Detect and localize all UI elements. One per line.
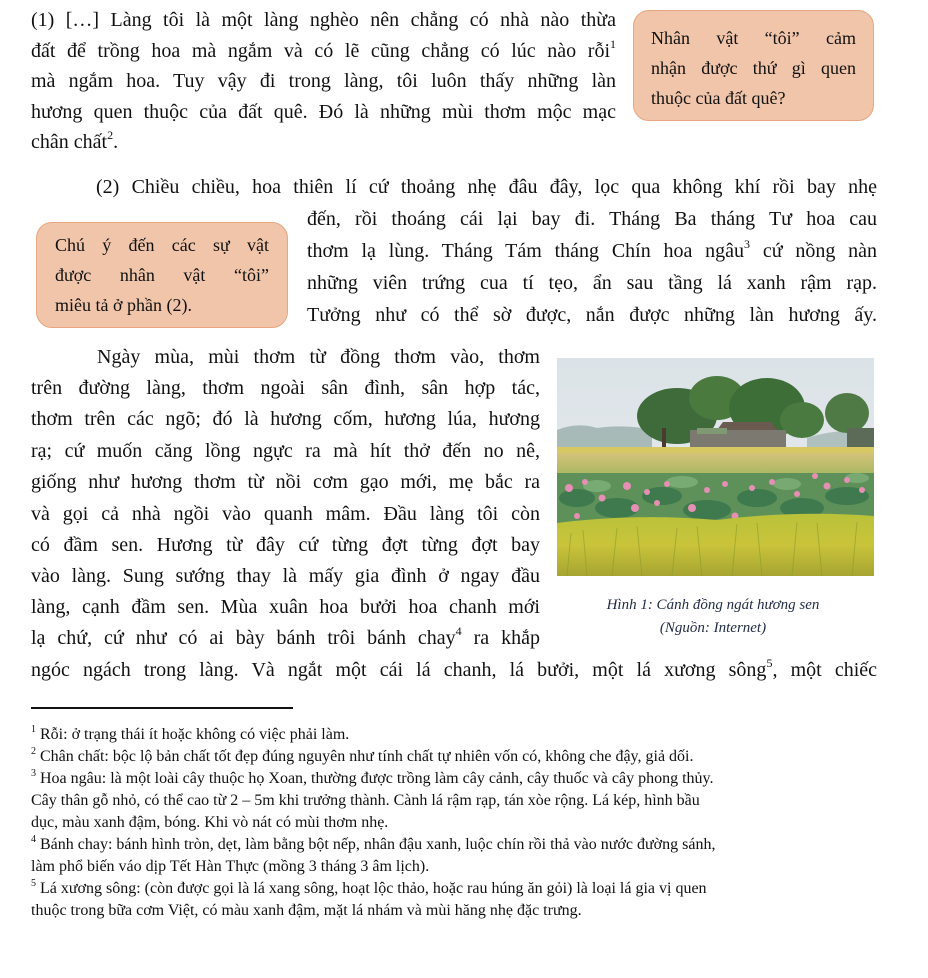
paragraph-2-line: (2) Chiều chiều, hoa thiên lí cứ thoảng nhẹ đâu đây, lọc qua không khí rồi bay nhẹ xyxy=(96,176,877,198)
footnote-ref-5[interactable]: 5 xyxy=(766,656,773,671)
paragraph-3-line: làng, cạnh đầm sen. Mùa xuân hoa bưởi hoa chanh mới xyxy=(31,596,540,618)
lotus-field-photo xyxy=(557,358,874,576)
footnote-3-cont: Cây thân gỗ nhỏ, có thể cao từ 2 – 5m khi trưởng thành. Cành lá rậm rạp, tán xòe rộng. Lá kép, hình bầu xyxy=(31,792,700,809)
paragraph-2-line: đến, rồi thoáng cái lại bay đi. Tháng Ba tháng Tư hoa cau xyxy=(307,208,877,230)
callout-2-line: được nhân vật “tôi” xyxy=(55,265,269,285)
footnote-ref-3[interactable]: 3 xyxy=(744,237,751,252)
paragraph-3-line: rạ; cứ muốn căng lồng ngực ra mà hít thở đến no nê, xyxy=(31,440,540,462)
paragraph-3-line: Ngày mùa, mùi thơm từ đồng thơm vào, thơm xyxy=(97,346,540,368)
callout-1-line: Nhân vật “tôi” cảm xyxy=(651,28,856,48)
callout-2-line: Chú ý đến các sự vật xyxy=(55,235,269,255)
footnote-2 xyxy=(31,746,694,768)
footnote-ref-4[interactable]: 4 xyxy=(455,624,462,639)
paragraph-3-line xyxy=(31,655,877,686)
paragraph-1-line-text: chân chất xyxy=(31,131,108,153)
footnote-5 xyxy=(31,878,707,900)
paragraph-3-line: giống như hương thơm từ nồi cơm gạo mới, mẹ bắc ra xyxy=(31,471,540,493)
paragraph-3-line-text: , một chiếc xyxy=(772,659,878,681)
paragraph-2-line xyxy=(307,236,877,267)
footnote-4-cont: làm phổ biến váo dịp Tết Hàn Thực (mồng 3 tháng 3 âm lịch). xyxy=(31,858,430,875)
paragraph-1-line: hương quen thuộc của đất quê. Đó là những mùi thơm mộc mạc xyxy=(31,101,616,123)
paragraph-3-line: vào làng. Sung sướng thay là mấy gia đình ở ngay đầu xyxy=(31,565,540,587)
paragraph-1-line xyxy=(31,36,616,67)
footnote-ref-2[interactable]: 2 xyxy=(107,128,114,143)
footnote-text: Hoa ngâu: là một loài cây thuộc họ Xoan, thường được trồng làm cây cảnh, cây thuốc và cây phong thủy. xyxy=(40,770,714,787)
footnote-mark: 4 xyxy=(31,833,36,845)
paragraph-2-line-text: cứ nồng nàn xyxy=(750,240,877,262)
paragraph-3-line: trên đường làng, thơm ngoài sân đình, sân hợp tác, xyxy=(31,377,540,399)
footnote-mark: 3 xyxy=(31,767,36,779)
footnote-separator xyxy=(31,707,293,709)
callout-1-line: thuộc của đất quê? xyxy=(651,88,786,108)
period: . xyxy=(113,131,119,153)
figure-source: (Nguồn: Internet) xyxy=(659,620,767,636)
footnote-text: Lá xương sông: (còn được gọi là lá xang sông, hoạt lộc thảo, hoặc rau húng ăn gỏi) là loại lá gia vị quen xyxy=(40,880,707,897)
paragraph-1-line: mà ngắm hoa. Tuy vậy đi trong làng, tôi luôn thấy những làn xyxy=(31,70,616,92)
paragraph-1-line xyxy=(31,127,118,158)
figure-caption: Hình 1: Cánh đồng ngát hương sen xyxy=(606,597,820,613)
footnote-text: Chân chất: bộc lộ bản chất tốt đẹp đúng nguyên như tính chất tự nhiên vốn có, không che đậy, giả dối. xyxy=(40,748,694,765)
footnote-3-cont: dục, màu xanh đậm, bóng. Khi vò nát có mùi thơm nhẹ. xyxy=(31,814,389,831)
footnote-mark: 1 xyxy=(31,723,36,735)
paragraph-2-line: Tưởng như có thể sờ được, nắn được những làn hương ấy. xyxy=(307,304,877,326)
question-callout-2 xyxy=(36,222,288,328)
paragraph-1-line-text: đất để trồng hoa mà ngắm và có lẽ cũng chẳng có lúc nào rỗi xyxy=(31,40,610,62)
paragraph-3-line xyxy=(31,623,540,654)
paragraph-2-line-text: thơm lạ lùng. Tháng Tám tháng Chín hoa ngâu xyxy=(307,240,745,262)
callout-1-line: nhận được thứ gì quen xyxy=(651,58,856,78)
footnote-ref-1[interactable]: 1 xyxy=(610,37,616,52)
paragraph-3-line: và gọi cả nhà ngồi vào quanh mâm. Đầu làng tôi còn xyxy=(31,503,540,525)
paragraph-1-line: (1) […] Làng tôi là một làng nghèo nên chẳng có nhà nào thừa xyxy=(31,9,616,31)
footnote-text: Bánh chay: bánh hình tròn, dẹt, làm bằng bột nếp, nhân đậu xanh, luộc chín rồi thả vào nước đường sánh, xyxy=(40,836,716,853)
paragraph-3-line-text: ra khắp xyxy=(461,627,540,649)
footnote-mark: 5 xyxy=(31,877,36,889)
question-callout-1 xyxy=(633,10,874,121)
paragraph-3-line: có đầm sen. Hương từ đây cứ từng đợt từng đợt bay xyxy=(31,534,540,556)
footnote-text: Rỗi: ở trạng thái ít hoặc không có việc phải làm. xyxy=(40,726,350,743)
paragraph-3-line-text: lạ chứ, cứ như có ai bày bánh trôi bánh chay xyxy=(31,627,456,649)
paragraph-3-line: thơm trên các ngõ; đó là hương cốm, hương lúa, hương xyxy=(31,408,540,430)
footnote-mark: 2 xyxy=(31,745,36,757)
lotus-field-image xyxy=(557,358,874,576)
paragraph-2-line: những viên trứng cua tí tẹo, ẩn sau tầng lá xanh rậm rạp. xyxy=(307,272,877,294)
callout-2-line: miêu tả ở phần (2). xyxy=(55,295,192,315)
footnote-4 xyxy=(31,834,715,856)
paragraph-3-line-text: ngóc ngách trong làng. Và ngắt một cái lá chanh, lá bưởi, một lá xương sông xyxy=(31,659,767,681)
footnote-1 xyxy=(31,724,349,746)
footnote-3 xyxy=(31,768,713,790)
footnote-5-cont: thuộc trong bữa cơm Việt, có màu xanh đậm, mặt lá nhám và mùi hăng nhẹ đặc trưng. xyxy=(31,902,582,919)
